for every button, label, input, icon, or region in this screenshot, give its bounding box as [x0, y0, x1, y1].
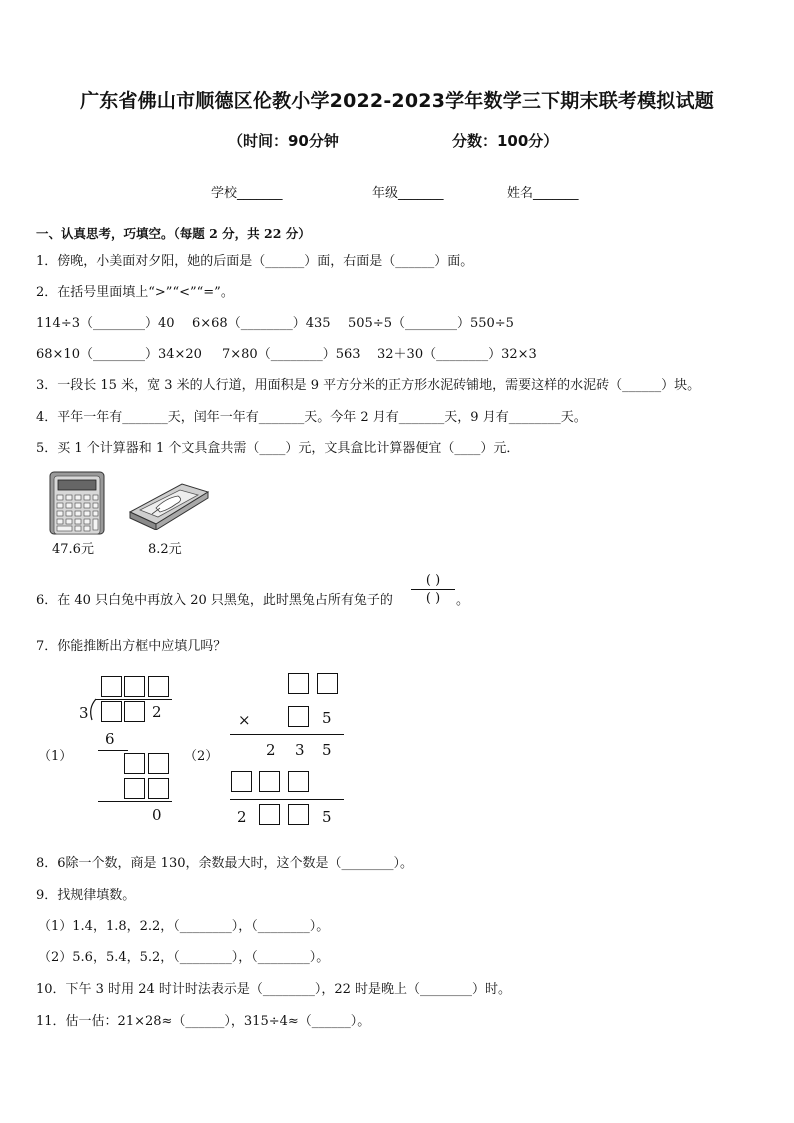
- times-sign: ×: [238, 711, 251, 729]
- page-title: 广东省佛山市顺德区伦教小学2022-2023学年数学三下期末联考模拟试题: [80, 90, 714, 112]
- question-2-item: 114÷3（________）40: [36, 316, 175, 331]
- question-5: 5．买 1 个计算器和 1 个文具盒共需（____）元，文具盒比计算器便宜（____）元．: [36, 441, 520, 456]
- answer-box[interactable]: [288, 771, 309, 792]
- question-2-item: 505÷5（________）550÷5: [348, 316, 514, 331]
- question-10: 10．下午 3 时用 24 时计时法表示是（________），22 时是晚上（________）时。: [36, 982, 512, 997]
- question-2: 2．在括号里面填上“>”“<”“=”。: [36, 285, 234, 300]
- answer-box[interactable]: [317, 673, 338, 694]
- answer-box[interactable]: [148, 778, 169, 799]
- question-6-end: 。: [456, 593, 470, 608]
- division-bar: [96, 699, 172, 700]
- question-2-item: 7×80（________）563: [222, 347, 361, 362]
- question-7: 7．你能推断出方框中应填几吗？: [36, 639, 227, 654]
- exam-score: 分数：100分）: [452, 132, 559, 150]
- answer-box[interactable]: [124, 778, 145, 799]
- multiplier-digit: 5: [322, 709, 332, 727]
- product-digit: 5: [322, 741, 332, 759]
- answer-box[interactable]: [288, 804, 309, 825]
- school-field: 学校_______: [211, 186, 283, 201]
- question-2-item: 6×68（________）435: [192, 316, 331, 331]
- name-field: 姓名_______: [507, 186, 579, 201]
- partial-product: 6: [105, 730, 115, 748]
- answer-box[interactable]: [101, 676, 122, 697]
- divisor: 3: [79, 704, 89, 722]
- answer-box[interactable]: [288, 706, 309, 727]
- multiplication-line: [230, 799, 344, 800]
- answer-box[interactable]: [124, 701, 145, 722]
- exam-time: （时间：90分钟: [228, 132, 339, 150]
- dividend-digit: 2: [152, 703, 162, 721]
- question-9: 9．找规律填数。: [36, 888, 136, 903]
- product-digit: 5: [322, 808, 332, 826]
- product-digit: 2: [266, 741, 276, 759]
- answer-box[interactable]: [124, 753, 145, 774]
- answer-box[interactable]: [231, 771, 252, 792]
- question-9-1: （1）1.4，1.8，2.2，（________），（________）。: [38, 919, 330, 934]
- fraction-bar: [411, 589, 455, 590]
- fraction-numerator: ( ): [425, 573, 441, 588]
- grade-field: 年级_______: [372, 186, 444, 201]
- section-heading: 一、认真思考，巧填空。（每题 2 分，共 22 分）: [36, 226, 311, 241]
- fraction-answer: [411, 573, 455, 606]
- question-8: 8．6除一个数，商是 130，余数最大时，这个数是（________）。: [36, 856, 413, 871]
- division-line: [98, 801, 172, 802]
- question-1: 1．傍晚，小美面对夕阳，她的后面是（______）面，右面是（______）面。: [36, 254, 474, 269]
- calculator-icon: [48, 470, 108, 536]
- q7-label-1: （1）: [38, 749, 73, 764]
- question-2-item: 68×10（________）34×20: [36, 347, 202, 362]
- multiplication-line: [230, 734, 344, 735]
- answer-box[interactable]: [288, 673, 309, 694]
- question-9-2: （2）5.6，5.4，5.2，（________），（________）。: [38, 950, 330, 965]
- question-4: 4．平年一年有_______天，闰年一年有_______天。今年 2 月有_______天，9 月有________天。: [36, 410, 587, 425]
- product-digit: 3: [295, 741, 305, 759]
- answer-box[interactable]: [124, 676, 145, 697]
- answer-box[interactable]: [259, 804, 280, 825]
- answer-box[interactable]: [148, 676, 169, 697]
- product-digit: 2: [237, 808, 247, 826]
- pencil-box-price: 8.2元: [148, 542, 182, 557]
- answer-box[interactable]: [148, 753, 169, 774]
- question-11: 11．估一估：21×28≈（______），315÷4≈（______）。: [36, 1014, 371, 1029]
- q7-label-2: （2）: [184, 749, 219, 764]
- answer-box[interactable]: [101, 701, 122, 722]
- calculator-price: 47.6元: [52, 542, 94, 557]
- pencil-box-icon: [126, 478, 210, 530]
- fraction-denominator: ( ): [425, 591, 441, 606]
- remainder: 0: [152, 806, 162, 824]
- answer-box[interactable]: [259, 771, 280, 792]
- question-2-item: 32＋30（________）32×3: [377, 347, 537, 362]
- question-6: 6．在 40 只白兔中再放入 20 只黑兔，此时黑兔占所有兔子的: [36, 593, 393, 608]
- division-line: [98, 750, 128, 751]
- question-3: 3．一段长 15 米，宽 3 米的人行道，用面积是 9 平方分米的正方形水泥砖铺地，需要这样的水泥砖（______）块。: [36, 378, 701, 393]
